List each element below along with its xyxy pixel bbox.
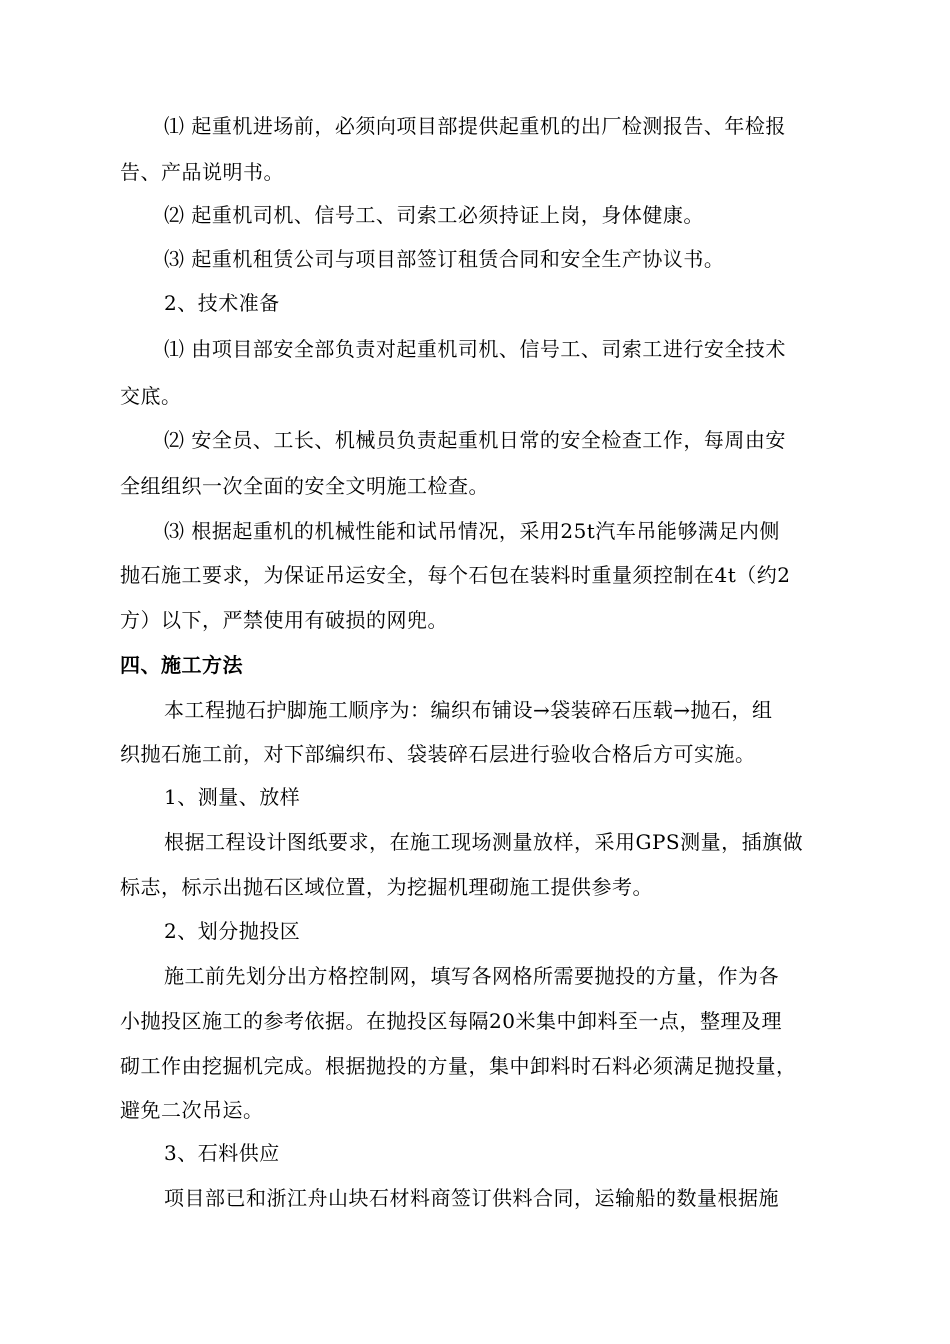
- text-line: 交底。: [120, 384, 182, 408]
- text-line: 小抛投区施工的参考依据。在抛投区每隔20米集中卸料至一点，整理及理: [120, 1009, 782, 1033]
- text-line: ⑶ 根据起重机的机械性能和试吊情况，采用25t汽车吊能够满足内侧: [164, 519, 780, 543]
- text-line: ⑶ 起重机租赁公司与项目部签订租赁合同和安全生产协议书。: [164, 247, 725, 271]
- text-line: 全组组织一次全面的安全文明施工检查。: [120, 474, 489, 498]
- text-line: ⑵ 起重机司机、信号工、司索工必须持证上岗，身体健康。: [164, 203, 704, 227]
- text-line: 施工前先划分出方格控制网，填写各网格所需要抛投的方量，作为各: [164, 964, 779, 988]
- text-line: 方）以下，严禁使用有破损的网兜。: [120, 608, 448, 632]
- text-line: 告、产品说明书。: [120, 160, 284, 184]
- text-line: 项目部已和浙江舟山块石材料商签订供料合同，运输船的数量根据施: [164, 1186, 779, 1210]
- text-line: 本工程抛石护脚施工顺序为：编织布铺设→袋装碎石压载→抛石，组: [164, 698, 773, 722]
- section-subheading: 3、石料供应: [164, 1141, 280, 1165]
- text-line: ⑵ 安全员、工长、机械员负责起重机日常的安全检查工作，每周由安: [164, 428, 786, 452]
- text-line: 标志，标示出抛石区域位置，为挖掘机理砌施工提供参考。: [120, 875, 653, 899]
- section-subheading: 2、划分抛投区: [164, 919, 301, 943]
- section-subheading: 2、技术准备: [164, 291, 280, 315]
- section-subheading: 1、测量、放样: [164, 785, 301, 809]
- text-line: 织抛石施工前，对下部编织布、袋装碎石层进行验收合格后方可实施。: [120, 742, 756, 766]
- text-line: 砌工作由挖掘机完成。根据抛投的方量，集中卸料时石料必须满足抛投量，: [120, 1054, 797, 1078]
- text-line: 避免二次吊运。: [120, 1098, 264, 1122]
- text-line: 抛石施工要求，为保证吊运安全，每个石包在装料时重量须控制在4t（约2: [120, 563, 791, 587]
- text-line: 根据工程设计图纸要求，在施工现场测量放样，采用GPS测量，插旗做: [164, 830, 804, 854]
- text-line: ⑴ 起重机进场前，必须向项目部提供起重机的出厂检测报告、年检报: [164, 114, 786, 138]
- text-line: ⑴ 由项目部安全部负责对起重机司机、信号工、司索工进行安全技术: [164, 337, 786, 361]
- section-heading: 四、施工方法: [120, 653, 243, 677]
